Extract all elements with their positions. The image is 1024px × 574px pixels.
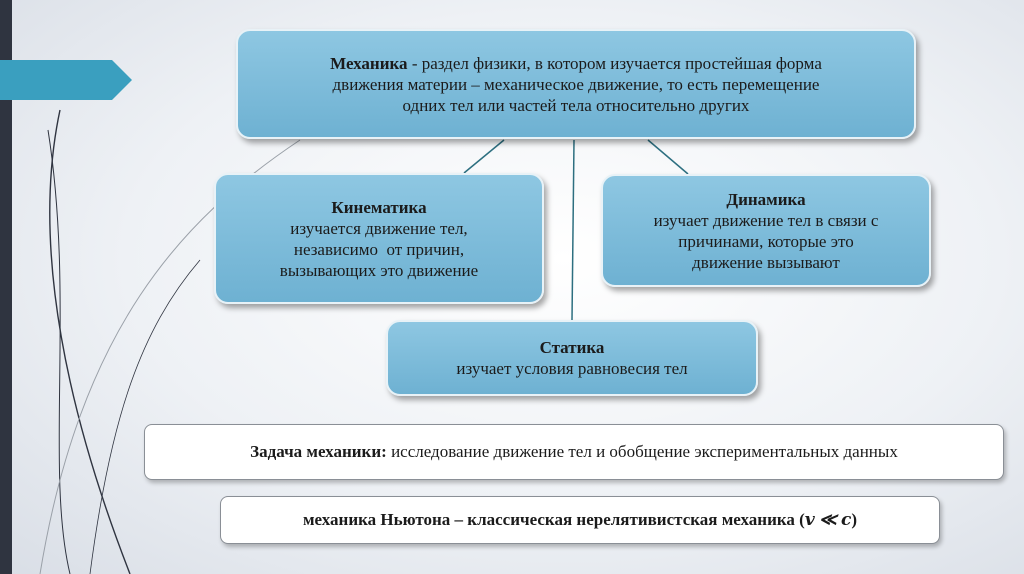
dynamics-line1: изучает движение тел в связи с [653, 210, 879, 230]
kinematics-box [214, 173, 544, 304]
dynamics-line2: причинами, которые это [678, 231, 854, 251]
statics-title: Статика [539, 338, 605, 357]
task-label: Задача механики: [250, 442, 387, 461]
kinematics-line3: вызывающих это движение [279, 260, 479, 280]
mechanics-task-box [144, 424, 1004, 480]
newton-close: ) [851, 510, 858, 529]
dynamics-box [601, 174, 931, 287]
newton-text: механика Ньютона – классическая нерелятивистская механика ( [302, 510, 805, 529]
connector-kinematics [464, 140, 504, 173]
kinematics-title: Кинематика [331, 197, 427, 217]
newton-formula: 𝒗 ≪ 𝒄 [804, 510, 852, 529]
connector-statics [572, 140, 574, 320]
dynamics-title: Динамика [726, 189, 806, 209]
dynamics-line3: движение вызывают [692, 252, 840, 272]
mechanics-definition-line2: движения материи – механическое движение, то есть перемещение [332, 74, 820, 94]
mechanics-definition-line3: одних тел или частей тела относительно других [402, 95, 750, 115]
newton-mechanics-box [220, 496, 940, 544]
statics-line1: изучает условия равновесия тел [456, 359, 688, 378]
mechanics-term: Механика [330, 53, 408, 73]
connector-dynamics [648, 140, 688, 174]
mechanics-definition-line1: - раздел физики, в котором изучается простейшая форма [407, 53, 822, 73]
kinematics-line2: независимо от причин, [293, 239, 465, 259]
task-text: исследование движение тел и обобщение экспериментальных данных [386, 442, 898, 461]
statics-box [386, 320, 758, 396]
kinematics-line1: изучается движение тел, [290, 218, 468, 238]
mechanics-definition-box [236, 29, 916, 139]
